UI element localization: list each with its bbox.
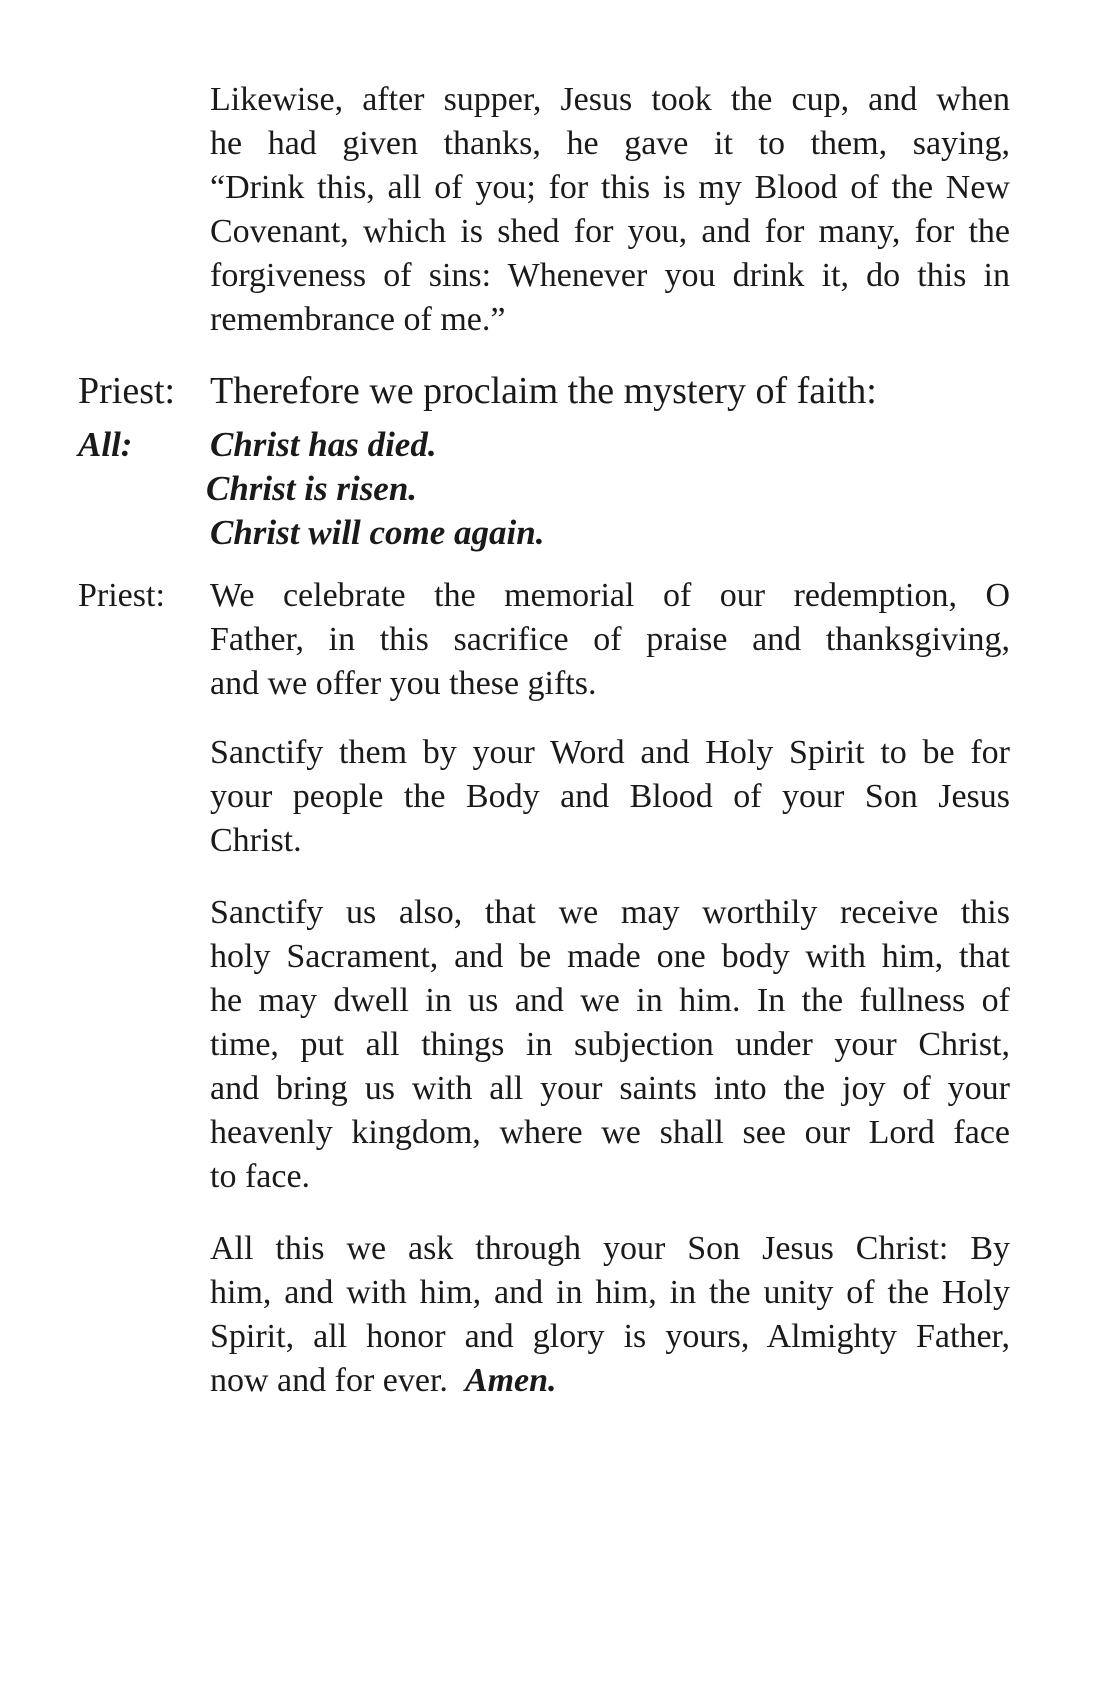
text-line: Covenant, which is shed for you, and for many, for the <box>210 213 1010 250</box>
text-line: Sanctify us also, that we may worthily receive this <box>210 894 1010 931</box>
text-line: Likewise, after supper, Jesus took the cup, and when <box>210 81 1010 118</box>
text-line: Therefore we proclaim the mystery of faith: <box>210 370 877 412</box>
sanctify-us-paragraph <box>210 891 1010 1199</box>
doxology-final-text: now and for ever. <box>210 1362 448 1399</box>
text-line: We celebrate the memorial of our redemption, O <box>210 577 1010 614</box>
cup-words-paragraph <box>210 78 1010 342</box>
text-line: him, and with him, and in him, in the unity of the Holy <box>210 1274 1010 1311</box>
speaker-all: All: <box>78 425 133 464</box>
text-line <box>210 1359 1010 1403</box>
text-line: time, put all things in subjection under your Christ, <box>210 1026 1010 1063</box>
text-line: heavenly kingdom, where we shall see our Lord face <box>210 1114 1010 1151</box>
text-line: he had given thanks, he gave it to them, saying, <box>210 125 1010 162</box>
speaker-priest: Priest: <box>78 577 165 614</box>
amen-response: Amen. <box>464 1362 557 1399</box>
text-line: “Drink this, all of you; for this is my Blood of the New <box>210 169 1010 206</box>
text-line: and bring us with all your saints into the joy of your <box>210 1070 1010 1107</box>
text-line: Father, in this sacrifice of praise and thanksgiving, <box>210 621 1010 658</box>
text-line: holy Sacrament, and be made one body with him, that <box>210 938 1010 975</box>
speaker-priest: Priest: <box>78 370 176 412</box>
memorial-paragraph <box>210 574 1010 706</box>
text-line: Christ. <box>210 822 302 859</box>
mystery-of-faith-line <box>210 368 1010 414</box>
response-line: Christ is risen. <box>206 469 418 508</box>
text-line: forgiveness of sins: Whenever you drink it, do this in <box>210 257 1010 294</box>
sanctify-gifts-paragraph <box>210 731 1010 863</box>
response-line: Christ has died. <box>210 425 437 464</box>
text-line: Spirit, all honor and glory is yours, Almighty Father, <box>210 1318 1010 1355</box>
text-line: Sanctify them by your Word and Holy Spirit to be for <box>210 734 1010 771</box>
text-line: your people the Body and Blood of your Son Jesus <box>210 778 1010 815</box>
acclamation <box>206 423 1010 555</box>
response-line: Christ will come again. <box>210 513 545 552</box>
text-line: remembrance of me.” <box>210 301 506 338</box>
text-line: and we offer you these gifts. <box>210 665 597 702</box>
doxology-paragraph <box>210 1227 1010 1403</box>
text-line: All this we ask through your Son Jesus Christ: By <box>210 1230 1010 1267</box>
text-line: to face. <box>210 1158 311 1195</box>
text-line: he may dwell in us and we in him. In the fullness of <box>210 982 1010 1019</box>
